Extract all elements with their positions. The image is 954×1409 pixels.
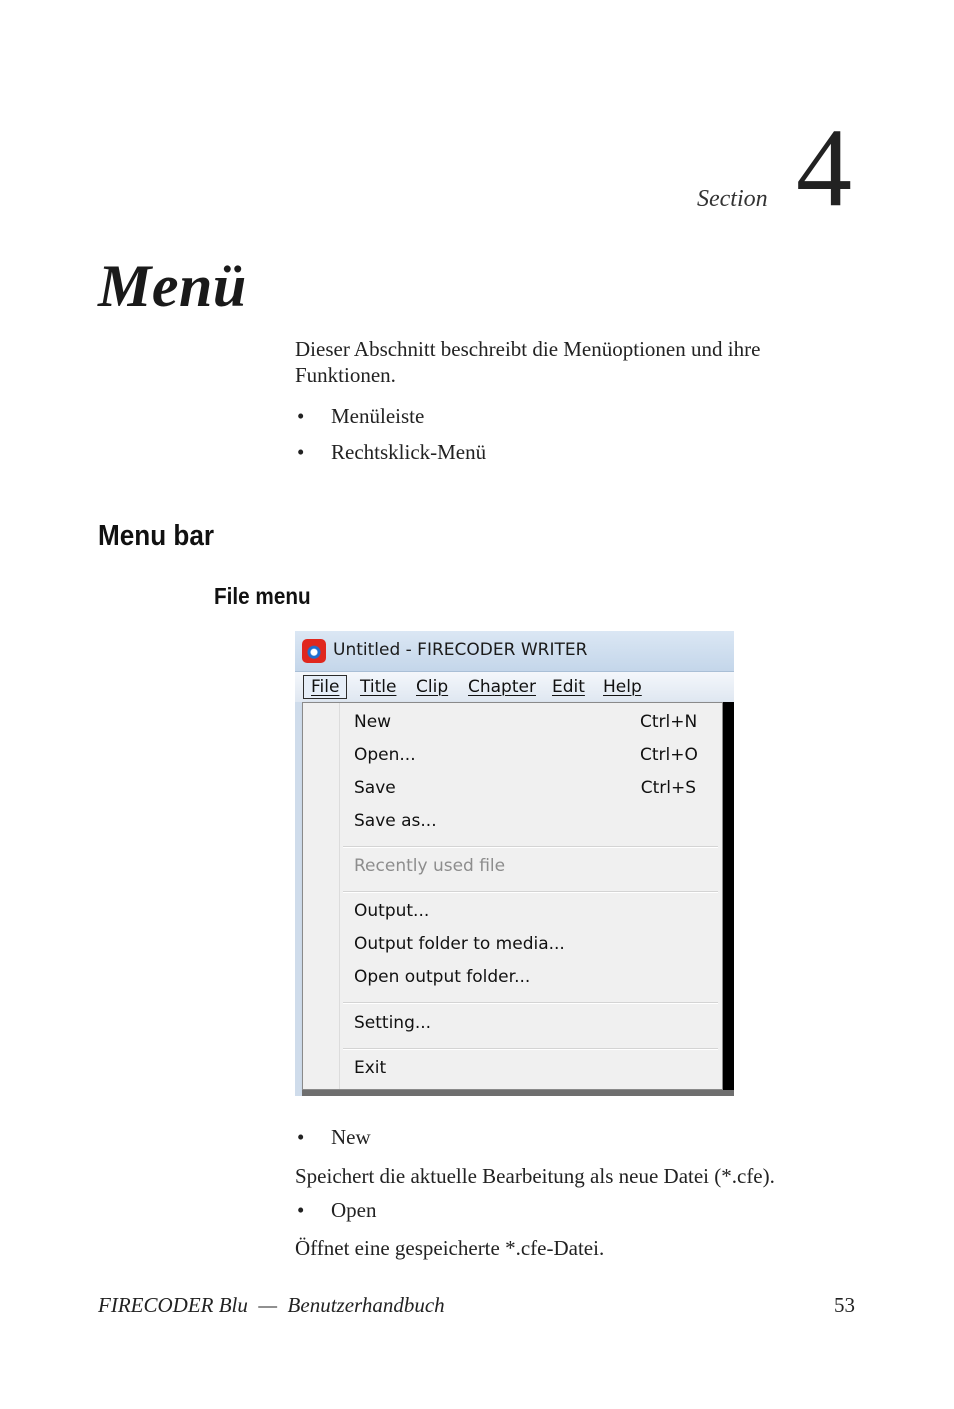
list-item: • Open	[295, 1197, 377, 1233]
menu-bar	[295, 672, 734, 702]
entry-description: Öffnet eine gespeicherte *.cfe-Datei.	[295, 1236, 605, 1260]
shortcut-new: Ctrl+N	[640, 712, 698, 732]
menu-help[interactable]: Help	[603, 677, 642, 697]
file-menu-heading: File menu	[214, 583, 311, 609]
chapter-title: Menü	[98, 253, 247, 319]
menu-item-open-output-folder[interactable]: Open output folder...	[354, 967, 531, 987]
menu-item-output[interactable]: Output...	[354, 901, 430, 921]
menu-item-open[interactable]: Open...	[354, 745, 416, 765]
menu-separator	[343, 1002, 718, 1004]
entry-description: Speichert die aktuelle Bearbeitung als neue Datei (*.cfe).	[295, 1164, 775, 1188]
page-number: 53	[834, 1293, 855, 1317]
file-dropdown-menu	[302, 702, 723, 1090]
shortcut-save: Ctrl+S	[640, 778, 696, 798]
entry-bullet-list	[295, 1124, 371, 1160]
menu-item-setting[interactable]: Setting...	[354, 1013, 432, 1033]
window-title: Untitled - FIRECODER WRITER	[333, 640, 588, 660]
menu-item-save-as[interactable]: Save as...	[354, 811, 437, 831]
shortcut-open: Ctrl+O	[640, 745, 698, 765]
menu-file[interactable]: File	[303, 675, 347, 699]
menu-item-output-folder-to-media[interactable]: Output folder to media...	[354, 934, 565, 954]
menu-chapter[interactable]: Chapter	[468, 677, 536, 697]
list-item: • New	[295, 1124, 371, 1160]
firecoder-app-icon	[302, 639, 326, 663]
menu-bar-heading: Menu bar	[98, 520, 215, 552]
menu-separator	[343, 1048, 718, 1050]
list-item: • Rechtsklick-Menü	[295, 439, 486, 475]
section-number: 4	[796, 106, 852, 230]
intro-paragraph: Dieser Abschnitt beschreibt die Menüoptionen und ihre Funktionen.	[295, 337, 761, 387]
menu-icon-gutter	[303, 703, 340, 1089]
menu-edit[interactable]: Edit	[552, 677, 585, 697]
section-contents-list	[295, 403, 486, 475]
menu-item-save[interactable]: Save	[354, 778, 396, 798]
window-background	[302, 1090, 734, 1096]
file-menu-screenshot	[295, 631, 734, 1096]
menu-separator	[343, 846, 718, 848]
entry-bullet-list	[295, 1197, 377, 1233]
menu-item-exit[interactable]: Exit	[354, 1058, 387, 1078]
menu-item-recent-files: Recently used file	[354, 856, 506, 876]
menu-item-new[interactable]: New	[354, 712, 392, 732]
menu-clip[interactable]: Clip	[416, 677, 449, 697]
footer-title: FIRECODER Blu — Benutzerhandbuch	[98, 1293, 445, 1317]
list-item: • Menüleiste	[295, 403, 486, 439]
menu-title[interactable]: Title	[360, 677, 397, 697]
window-background	[295, 702, 302, 1096]
window-title-bar	[295, 631, 734, 672]
section-label: Section	[697, 186, 768, 212]
menu-separator	[343, 891, 718, 893]
